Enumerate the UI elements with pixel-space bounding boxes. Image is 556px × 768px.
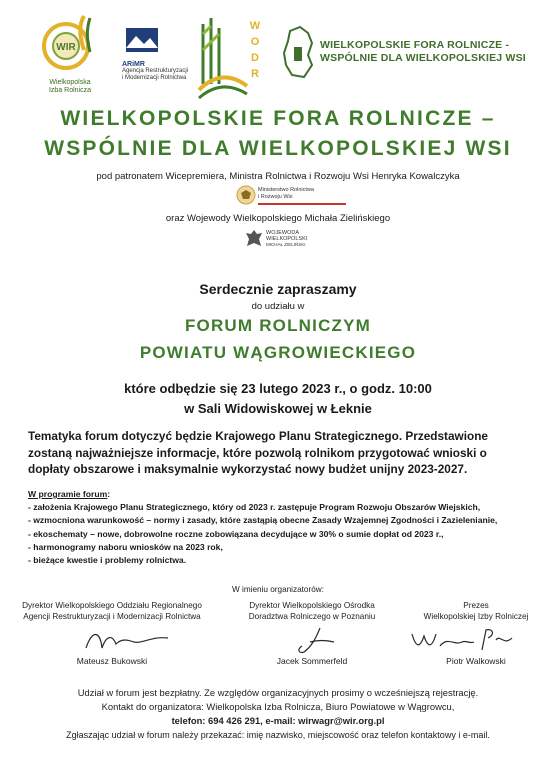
- wir-label-1: Wielkopolska: [49, 79, 91, 86]
- theme-line-2: zostaną najważniejsze informacje, które pozwolą rolnikom przygotować wnioski o: [28, 445, 487, 460]
- voivode-eagle-icon: [244, 228, 264, 250]
- arimr-logo: [122, 26, 192, 86]
- ministry-logo: [236, 185, 356, 207]
- program-item: - ekoschematy – nowe, dobrowolne roczne zobowiązana decydujące w 30% o sumie dopłat od 2023 r.,: [28, 528, 444, 539]
- footer-line-2: Kontakt do organizatora: Wielkopolska Izba Rolnicza, Biuro Powiatowe w Wągrowcu,: [101, 701, 455, 712]
- theme-line-1: Tematyka forum dotyczyć będzie Krajowego Planu Strategicznego. Przedstawione: [28, 429, 488, 443]
- signatory-arimr: [14, 600, 210, 622]
- signatory-title: Dyrektor Wielkopolskiego Oddziału Regionalnego: [22, 601, 202, 610]
- invite-heading: Serdecznie zapraszamy: [199, 281, 357, 297]
- signatory-wodr: [214, 600, 410, 622]
- ministry-label-1: Ministerstwo Rolnictwa: [258, 187, 314, 193]
- program-item: - wzmocniona warunkowość – normy i zasady, które zastąpią obecne Zasady Wzajemnej Zgodności i Zazielenianie,: [28, 515, 498, 526]
- main-title-line-2: WSPÓLNIE DLA WIELKOPOLSKIEJ WSI: [44, 137, 512, 160]
- signature-walkowski-icon: [408, 624, 518, 656]
- main-title-line-1: WIELKOPOLSKIE FORA ROLNICZE –: [60, 107, 496, 130]
- arimr-name: ARiMR: [122, 61, 145, 68]
- svg-text:WIR: WIR: [56, 42, 76, 53]
- wielkopolska-map-icon: [280, 25, 316, 81]
- ministry-label-2: i Rozwoju Wsi: [258, 194, 293, 200]
- wir-logo: [40, 12, 100, 98]
- wir-emblem-icon: [40, 12, 100, 74]
- voivode-label-1: WOJEWODA: [266, 230, 299, 236]
- voivode-label-2: WIELKOPOLSKI: [266, 236, 308, 242]
- contact-line: telefon: 694 426 291, e-mail: wirwagr@wir.org.pl: [171, 715, 385, 726]
- forum-title-line-2: POWIATU WĄGROWIECKIEGO: [139, 343, 417, 362]
- footer-line-1: Udział w forum jest bezpłatny. Ze względów organizacyjnych prosimy o wcześniejszą rejestrację.: [77, 687, 479, 698]
- arimr-emblem-icon: [122, 26, 162, 56]
- fora-label-1: WIELKOPOLSKIE FORA ROLNICZE -: [320, 39, 510, 51]
- program-heading: W programie forum: [28, 489, 108, 499]
- signatory-title: Prezes: [463, 601, 489, 610]
- signature-sommerfeld-icon: [290, 626, 340, 656]
- signature-bukowski-icon: [82, 626, 172, 656]
- ministry-eagle-icon: [236, 185, 256, 205]
- signatory-wir: [396, 600, 556, 622]
- signatory-title: Doradztwa Rolniczego w Poznaniu: [248, 612, 376, 621]
- arimr-label-2: i Modernizacji Rolnictwa: [122, 75, 187, 81]
- footer: [0, 686, 556, 742]
- signatory-name: Piotr Walkowski: [446, 656, 506, 666]
- signatory-title: Agencji Restrukturyzacji i Modernizacji Rolnictwa: [23, 612, 201, 621]
- signatory-title: Wielkopolskiej Izby Rolniczej: [423, 612, 529, 621]
- fora-logo: [280, 25, 540, 85]
- patronage-text: pod patronatem Wicepremiera, Ministra Rolnictwa i Rozwoju Wsi Henryka Kowalczyka: [96, 171, 460, 182]
- theme-paragraph: [28, 428, 534, 478]
- arimr-label-1: Agencja Restrukturyzacji: [122, 68, 189, 74]
- voivode-label-3: MICHAŁ ZIELIŃSKI: [266, 242, 306, 247]
- forum-title-line-1: FORUM ROLNICZYM: [184, 316, 372, 335]
- wodr-label: WODR: [249, 20, 261, 80]
- wir-label-2: Izba Rolnicza: [48, 87, 92, 94]
- event-place: w Sali Widowiskowej w Łeknie: [184, 401, 372, 416]
- wodr-logo: [197, 14, 267, 100]
- program-item: - bieżące kwestie i problemy rolnictwa.: [28, 555, 187, 566]
- voivode-text: oraz Wojewody Wielkopolskiego Michała Zielińskiego: [165, 213, 391, 224]
- invite-subheading: do udziału w: [251, 301, 305, 312]
- signatory-title: Dyrektor Wielkopolskiego Ośrodka: [249, 601, 375, 610]
- signatory-name: Mateusz Bukowski: [76, 656, 148, 666]
- program-section: W programie forum: - założenia Krajowego Planu Strategicznego, który od 2023 r. zastępuje Program Rozwoju Obszarów Wiejskich, - wzmocniona warunkowość – normy i zasady, które zastąpią obecne Zasady Wzajemnej Zgodności i Zazielenianie, - ekoschematy – nowe, dobrowolne roczne zobowiązana decydujące w 30% o sumie dopłat od 2023 r., - harmonogramy naboru wniosków na 2023 rok, - bieżące kwestie i problemy rolnictwa.: [28, 488, 538, 567]
- program-item: - harmonogramy naboru wniosków na 2023 rok,: [28, 541, 223, 552]
- fora-label-2: WSPÓLNIE DLA WIELKOPOLSKIEJ WSI: [320, 52, 526, 64]
- organizers-heading: W imieniu organizatorów:: [232, 585, 324, 594]
- theme-line-3: dopłaty obszarowe i maksymalnie wykorzystać nowy budżet unijny 2023-2027.: [28, 462, 468, 476]
- event-date: które odbędzie się 23 lutego 2023 r., o godz. 10:00: [124, 381, 432, 396]
- footer-line-4: Zgłaszając udział w forum należy przekazać: imię nazwisko, miejscowość oraz telefon kontaktowy i e-mail.: [66, 730, 490, 740]
- voivode-logo: [244, 228, 324, 252]
- signatory-name: Jacek Sommerfeld: [276, 656, 348, 666]
- program-item: - założenia Krajowego Planu Strategicznego, który od 2023 r. zastępuje Program Rozwoju Obszarów Wiejskich,: [28, 502, 481, 513]
